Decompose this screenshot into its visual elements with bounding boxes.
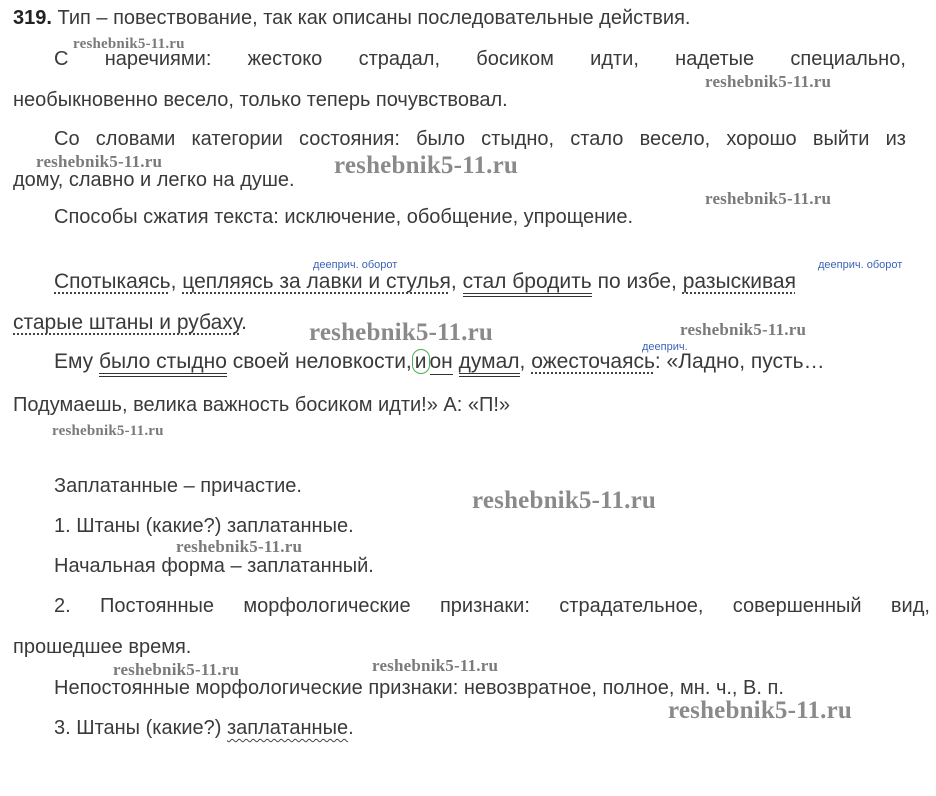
word: надетые [675,48,755,70]
parse-line-4: Подумаешь, велика важность босиком идти!» А: «П!» [13,394,511,416]
compression-line: Способы сжатия текста: исключение, обобщение, упрощение. [54,206,634,228]
comma: , [170,270,177,293]
adverbial-continuation: старые штаны и рубаху [13,311,242,334]
word: Постоянные [100,595,215,617]
word: совершенный [732,595,862,617]
state-line [54,127,906,151]
watermark: reshebnik5-11.ru [372,656,499,675]
adverbial-2: цепляясь за лавки и стулья [182,270,451,293]
plain-text: : «Ладно, пусть… [654,350,825,373]
word: словами [95,128,176,150]
word: босиком [476,48,554,70]
word: страдал, [358,48,441,70]
adverbial-1: Спотыкаясь [54,270,171,293]
morph-step-3 [54,716,354,740]
morph-step-2-cont: прошедшее время. [13,636,192,658]
watermark: reshebnik5-11.ru [668,697,853,724]
word: вид, [890,595,930,617]
word: было [416,128,465,150]
watermark: reshebnik5-11.ru [36,152,163,171]
type-text: Тип – повествование, так как описаны последовательные действия. [51,7,691,29]
plain-text: 3. Штаны (какие?) [54,717,227,739]
word: из [885,128,906,150]
word: стало [570,128,624,150]
parse-line-3 [54,350,825,374]
watermark: reshebnik5-11.ru [113,660,240,679]
subject: он [429,350,453,373]
adverbial-4: ожесточаясь [531,350,655,373]
morph-step-1: 1. Штаны (какие?) заплатанные. [54,515,354,537]
word: признаки: [439,595,530,617]
watermark: reshebnik5-11.ru [309,319,494,346]
comma: , [519,350,532,373]
word: Со [54,128,80,150]
word: специально, [790,48,906,70]
conjunction-circled: и [412,349,430,374]
word: выйти [812,128,870,150]
word: морфологические [243,595,411,617]
parse-line-1 [54,270,796,294]
state-cont: дому, славно и легко на душе. [13,169,295,191]
predicate-1: стал бродить [463,270,592,297]
word: весело, [639,128,711,150]
word: наречиями: [104,48,212,70]
attribute-wavy: заплатанные [226,717,349,739]
period: . [348,717,354,739]
adverbs-cont: необыкновенно весело, только теперь почувствовал. [13,89,508,111]
watermark: reshebnik5-11.ru [680,320,807,339]
parse-line-2 [13,311,247,335]
morph-initial-form: Начальная форма – заплатанный. [54,555,374,577]
watermark: reshebnik5-11.ru [705,72,832,91]
plain-text: Ему [54,350,100,373]
annotation-participle-phrase: дееприч. оборот [818,259,903,271]
morph-step-2 [54,594,930,618]
word: 2. [54,595,71,617]
comma: , [450,270,457,293]
period: . [241,311,247,334]
word: страдательное, [559,595,704,617]
word: состояния: [299,128,400,150]
word: жестоко [247,48,323,70]
word: С [54,48,69,70]
watermark: reshebnik5-11.ru [73,36,185,52]
word: идти, [590,48,639,70]
watermark: reshebnik5-11.ru [705,189,832,208]
word: категории [191,128,283,150]
plain-text [453,350,459,373]
predicate-2: было стыдно [99,350,227,377]
adverbial-3: разыскивая [682,270,796,293]
predicate-3: думал [459,350,520,377]
word: хорошо [726,128,797,150]
annotation-participle: дееприч. [642,341,688,353]
morph-title: Заплатанные – причастие. [54,475,302,497]
watermark: reshebnik5-11.ru [176,537,303,556]
watermark: reshebnik5-11.ru [334,152,519,179]
plain-text: по избе, [591,270,683,293]
watermark: reshebnik5-11.ru [52,423,164,439]
watermark: reshebnik5-11.ru [472,487,657,514]
type-line [13,6,691,30]
word: стыдно, [481,128,555,150]
task-number: 319. [13,7,52,29]
annotation-participle-phrase: дееприч. оборот [313,259,398,271]
plain-text: своей неловкости, [226,350,412,373]
morph-nonconstant: Непостоянные морфологические признаки: невозвратное, полное, мн. ч., В. п. [54,677,784,699]
